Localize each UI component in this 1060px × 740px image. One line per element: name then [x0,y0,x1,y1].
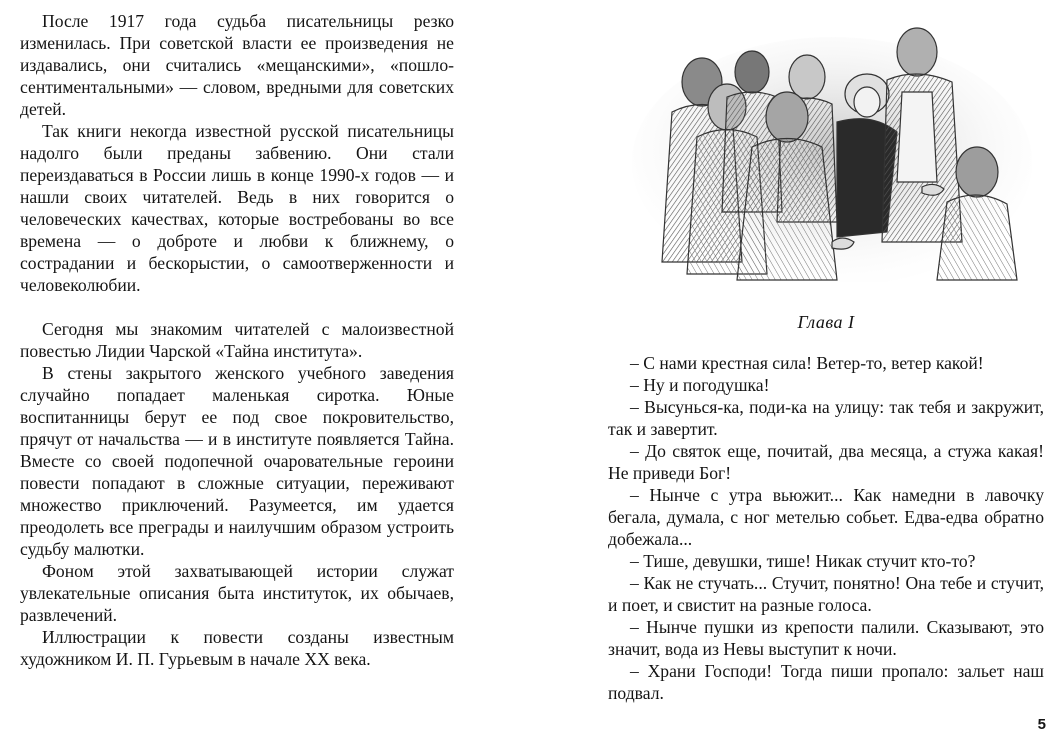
dialogue-line: – Нынче с утра вьюжит... Как намедни в лавочку бегала, думала, с ног метелью собьет. Едва-едва обратно добежала... [608,485,1044,549]
left-column [20,10,454,670]
engraving-illustration-icon [632,12,1032,282]
dialogue-line: – Как не стучать... Стучит, понятно! Она тебе и стучит, и поет, и свистит на разные голоса. [608,573,1044,615]
paragraph: Фоном этой захватывающей истории служат увлекательные описания быта институток, их обычаев, развлечений. [20,561,454,625]
dialogue-line: – Тише, девушки, тише! Никак стучит кто-то? [630,551,976,571]
dialogue-line: – С нами крестная сила! Ветер-то, ветер какой! [630,353,984,373]
dialogue-line: – Ну и погодушка! [630,375,770,395]
paragraph-gap [20,296,454,318]
paragraph: После 1917 года судьба писательницы резко изменилась. При советской власти ее произведения не издавались, они считались «мещанскими», «пошло-сентиментальными» — словом, вредными для советских детей. [20,11,454,119]
paragraph: Иллюстрации к повести созданы известным художником И. П. Гурьевым в начале XX века. [20,627,454,669]
paragraph: Сегодня мы знакомим читателей с малоизвестной повестью Лидии Чарской «Тайна института». [20,319,454,361]
dialogue-line: – Высунься-ка, поди-ка на улицу: так тебя и закружит, так и завертит. [608,397,1044,439]
paragraph: Так книги некогда известной русской писательницы надолго были преданы забвению. Они стали переиздаваться в России лишь в конце 1990-х годов — и нашли своих читателей. Ведь в них говорится о человеческих качествах, которые востребованы во все времена — о доброте и любви к ближнему, о сострадании и бескорыстии, о самоотверженности и человеколюбии. [20,121,454,295]
paragraph: В стены закрытого женского учебного заведения случайно попадает маленькая сиротка. Юные воспитанницы берут ее под свое покровительство, прячут от начальства — и в институте появляется Тайна. Вместе со своей подопечной очаровательные героини повести попадают в сложные ситуации, переживают множество приключений. Разумеется, им удается преодолеть все преграды и наилучшим образом устроить судьбу малютки. [20,363,454,559]
right-column [608,352,1044,704]
page-number: 5 [1037,716,1046,733]
dialogue-line: – До святок еще, почитай, два месяца, а стужа какая! Не приведи Бог! [608,441,1044,483]
dialogue-line: – Нынче пушки из крепости палили. Сказывают, это значит, вода из Невы выступит к ночи. [608,617,1044,659]
dialogue-line: – Храни Господи! Тогда пиши пропало: зальет наш подвал. [608,661,1044,703]
chapter-title: Глава I [797,312,855,332]
